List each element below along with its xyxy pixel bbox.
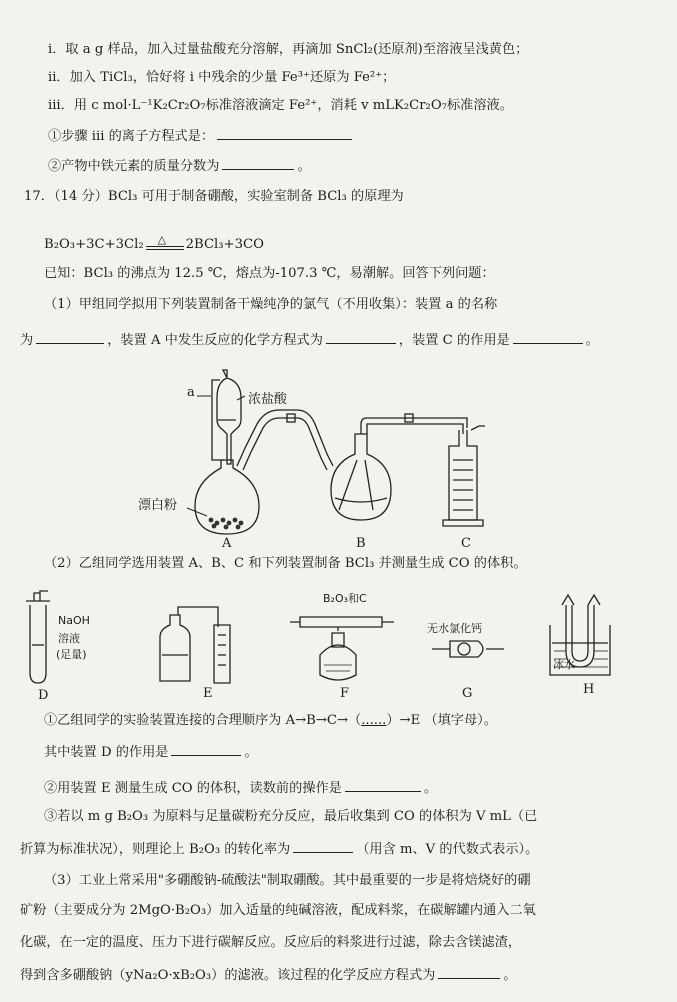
sub-question-3-b	[20, 838, 538, 859]
step-iii-text: iii．用 c mol·L⁻¹K₂Cr₂O₇标准溶液滴定 Fe²⁺，消耗 v mLK₂Cr₂O₇标准溶液。	[48, 98, 513, 113]
q1-b3: ，装置 C 的作用是	[398, 333, 510, 348]
label-apparatus-B: B	[356, 536, 366, 551]
label-apparatus-A: A	[222, 536, 232, 551]
answer-blank-16-1[interactable]	[217, 125, 352, 140]
label-apparatus-G: G	[462, 686, 473, 701]
s1-c: 其中装置 D 的作用是	[44, 745, 169, 760]
equation-left: B₂O₃+3C+3Cl₂	[44, 237, 144, 252]
question-17-2: （2）乙组同学选用装置 A、B、C 和下列装置制备 BCl₃ 并测量生成 CO 的体积。	[44, 556, 527, 571]
sub-question-1-c	[44, 741, 258, 762]
question-16-1-text: ①步骤 iii 的离子方程式是：	[48, 129, 215, 144]
question-17-3-d	[20, 964, 517, 985]
question-17-1-a: （1）甲组同学拟用下列装置制备干燥纯净的氯气（不用收集）：装置 a 的名称	[44, 297, 498, 312]
label-a: a	[187, 385, 195, 400]
label-bleach-powder: 漂白粉	[138, 498, 178, 513]
apparatus-abc-figure	[125, 360, 525, 550]
sub-question-3-a: ③若以 m g B₂O₃ 为原料与足量碳粉充分反应，最后收集到 CO 的体积为 V mL（已	[44, 809, 538, 824]
step-ii-text: ii．加入 TiCl₃，恰好将 i 中残余的少量 Fe³⁺还原为 Fe²⁺；	[48, 70, 396, 85]
label-solution: 溶液	[58, 632, 80, 645]
equation-right: 2BCl₃+3CO	[185, 237, 264, 252]
sub-question-2	[44, 777, 437, 798]
answer-blank-reaction-eq[interactable]	[438, 964, 500, 979]
label-apparatus-H: H	[583, 682, 595, 697]
label-anhydrous-cacl2: 无水氯化钙	[427, 622, 482, 635]
s2-text: ②用装置 E 测量生成 CO 的体积，读数前的操作是	[44, 781, 342, 796]
question-17-3-c: 化碳，在一定的温度、压力下进行碳解反应。反应后的料浆进行过滤，除去含镁滤渣，	[20, 935, 522, 950]
answer-blank-17-1-a[interactable]	[36, 329, 104, 344]
q1-b2: ，装置 A 中发生反应的化学方程式为	[107, 333, 323, 348]
label-apparatus-C: C	[461, 536, 471, 551]
answer-blank-d-role[interactable]	[171, 741, 241, 756]
answer-blank-reading-op[interactable]	[345, 777, 421, 792]
label-naoh: NaOH	[58, 614, 90, 627]
s1-c-end: 。	[244, 745, 258, 760]
label-apparatus-F: F	[340, 686, 350, 701]
question-17-1-b	[20, 329, 599, 350]
question-17-3-b: 矿粉（主要成分为 2MgO·B₂O₃）加入适量的纯碱溶液，配成料浆，在碳解罐内通入二氧	[20, 903, 536, 918]
question-16-1	[48, 125, 355, 146]
q1-b1: 为	[20, 333, 34, 348]
s1-a: ①乙组同学的实验装置连接的合理顺序为 A→B→C→（	[44, 713, 362, 728]
question-17-3-a: （3）工业上常采用"多硼酸钠-硫酸法"制取硼酸。其中最重要的一步是将焙烧好的硼	[44, 873, 531, 888]
heat-condition: △	[157, 232, 167, 246]
question-16-2	[48, 155, 311, 176]
known-info: 已知：BCl₃ 的沸点为 12.5 ℃，熔点为-107.3 ℃，易潮解。回答下列问题：	[44, 266, 495, 281]
label-excess: (足量)	[56, 648, 87, 661]
s1-b: ）→E （填字母）。	[386, 713, 497, 728]
q3-end: 。	[503, 968, 517, 983]
reaction-equation	[44, 232, 264, 254]
answer-blank-17-1-b[interactable]	[326, 329, 396, 344]
label-conc-hcl: 浓盐酸	[248, 392, 288, 407]
heat-equals-arrow	[144, 232, 186, 253]
answer-blank-17-1-c[interactable]	[513, 329, 583, 344]
label-b2o3-c: B₂O₃和C	[323, 592, 367, 605]
q1-b4: 。	[585, 333, 599, 348]
question-16-2-text: ②产物中铁元素的质量分数为	[48, 159, 220, 174]
label-apparatus-E: E	[203, 686, 213, 701]
s1-blank-dots[interactable]: ......	[361, 713, 387, 728]
question-17-head: 17．（14 分）BCl₃ 可用于制备硼酸，实验室制备 BCl₃ 的原理为	[24, 189, 404, 204]
step-i-text: i．取 a g 样品，加入过量盐酸充分溶解，再滴加 SnCl₂(还原剂)至溶液呈浅黄色；	[48, 42, 529, 57]
label-apparatus-D: D	[38, 688, 49, 703]
answer-blank-conversion[interactable]	[293, 838, 353, 853]
q3-d: 得到含多硼酸钠（yNa₂O·xB₂O₃）的滤液。该过程的化学反应方程式为	[20, 968, 436, 983]
label-ice-water: 冰水	[553, 658, 575, 671]
s2-end: 。	[423, 781, 438, 796]
answer-blank-16-2[interactable]	[222, 155, 294, 170]
s3-b2: （用含 m、V 的代数式表示）。	[356, 842, 539, 857]
question-16-2-end: 。	[297, 159, 311, 174]
sub-question-1	[44, 712, 497, 730]
s3-b1: 折算为标准状况），则理论上 B₂O₃ 的转化率为	[20, 842, 291, 857]
